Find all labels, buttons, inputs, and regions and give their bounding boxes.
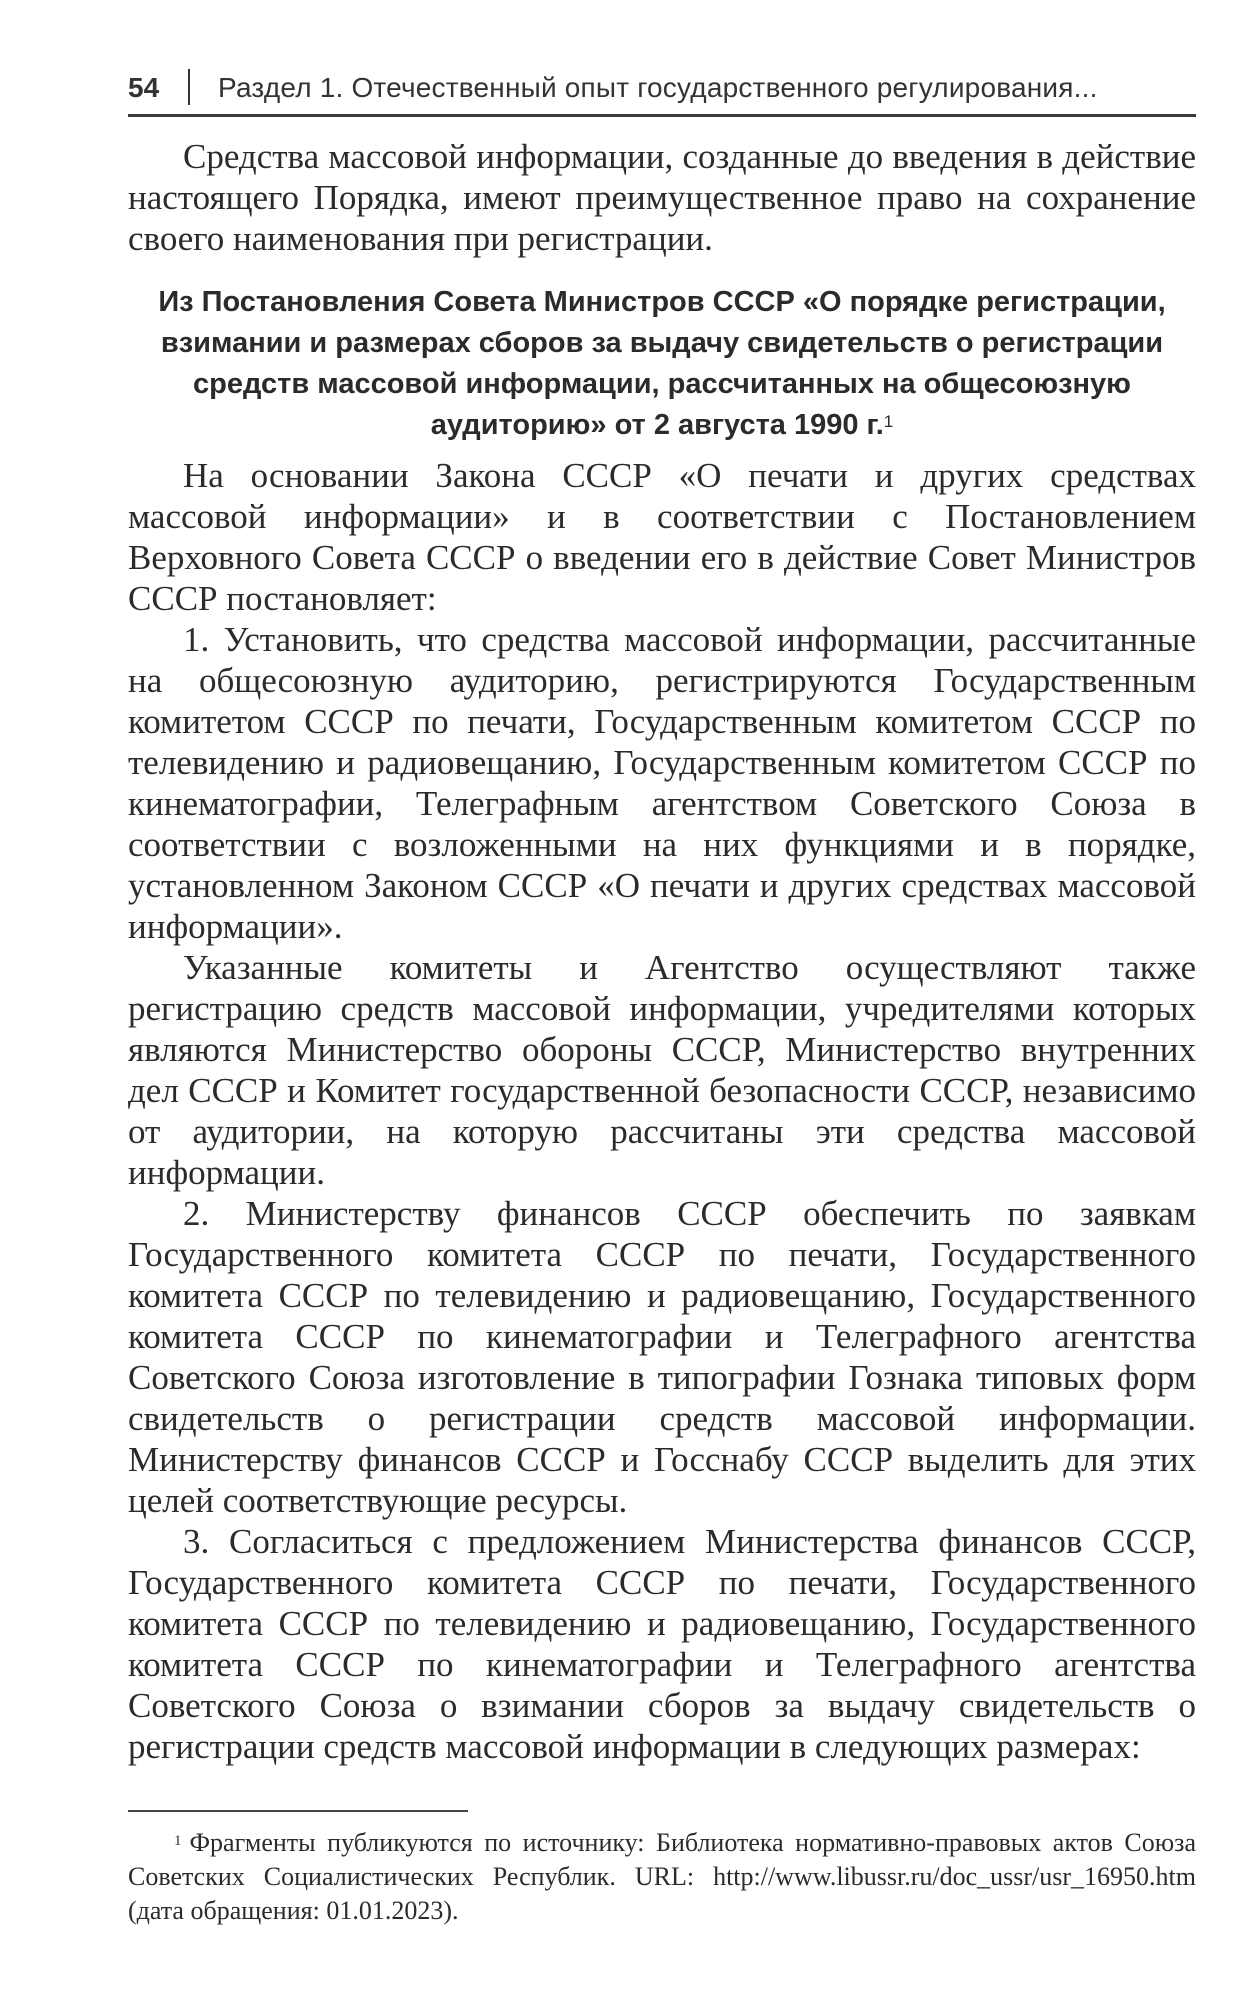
paragraph-item-2: 2. Министерству финансов СССР обеспечить по заявкам Государственного комитета СССР по печати, Государственного комитета СССР по телевидению и радиовещанию, Государственного комитета СССР по кинематографии и Телеграфного агентства Советского Союза изготовление в типографии Гознака типовых форм свидетельств о регистрации средств массовой информации. Министерству финансов СССР и Госснабу СССР выделить для этих целей соответствующие ресурсы.: [128, 1194, 1196, 1520]
paragraph-preamble: На основании Закона СССР «О печати и других средствах массовой информации» и в соответствии с Постановлением Верховного Совета СССР о введении его в действие Совет Министров СССР постановляет:: [128, 456, 1196, 618]
footnote-divider: [128, 1810, 468, 1812]
decree-heading-text: Из Постановления Совета Министров СССР «О порядке регистрации, взимании и размерах сборов за выдачу свидетельств о регистрации средств массовой информации, рассчитанных на общесоюзную аудиторию» от 2 августа 1990 г.: [158, 286, 1166, 441]
header-separator: [188, 69, 190, 105]
footnote-text: Фрагменты публикуются по источнику: Библиотека нормативно-правовых актов Союза Советских Социалистических Республик. URL: http://www.libussr.ru/doc_ussr/usr_16950.htm (дата обращения: 01.01.2023).: [128, 1828, 1196, 1925]
page-number: 54: [128, 72, 160, 103]
paragraph-item-3: 3. Согласиться с предложением Министерства финансов СССР, Государственного комитета СССР по печати, Государственного комитета СССР по телевидению и радиовещанию, Государственного комитета СССР по кинематографии и Телеграфного агентства Советского Союза о взимании сборов за выдачу свидетельств о регистрации средств массовой информации в следующих размерах:: [128, 1522, 1196, 1766]
footnote-mark: 1: [174, 1833, 182, 1849]
section-title: Раздел 1. Отечественный опыт государственного регулирования...: [218, 72, 1098, 103]
decree-footnote-mark: 1: [883, 412, 894, 431]
intro-paragraph: Средства массовой информации, созданные до введения в действие настоящего Порядка, имеют преимущественное право на сохранение своего наименования при регистрации.: [128, 137, 1196, 258]
decree-heading: [128, 282, 1196, 446]
intro-block: [128, 136, 1196, 259]
paragraph-item-1: 1. Установить, что средства массовой информации, рассчитанные на общесоюзную аудиторию, регистрируются Государственным комитетом СССР по печати, Государственным комитетом СССР по телевидению и радиовещанию, Государственным комитетом СССР по кинематографии, Телеграфным агентством Советского Союза в соответствии с возложенными на них функциями и в порядке, установленном Законом СССР «О печати и других средствах массовой информации».: [128, 620, 1196, 946]
footnote: [128, 1826, 1196, 1928]
running-header: [128, 62, 1196, 117]
book-page: [128, 0, 1196, 2000]
main-text: [128, 455, 1196, 1767]
paragraph-committees: Указанные комитеты и Агентство осуществляют также регистрацию средств массовой информации, учредителями которых являются Министерство обороны СССР, Министерство внутренних дел СССР и Комитет государственной безопасности СССР, независимо от аудитории, на которую рассчитаны эти средства массовой информации.: [128, 948, 1196, 1192]
